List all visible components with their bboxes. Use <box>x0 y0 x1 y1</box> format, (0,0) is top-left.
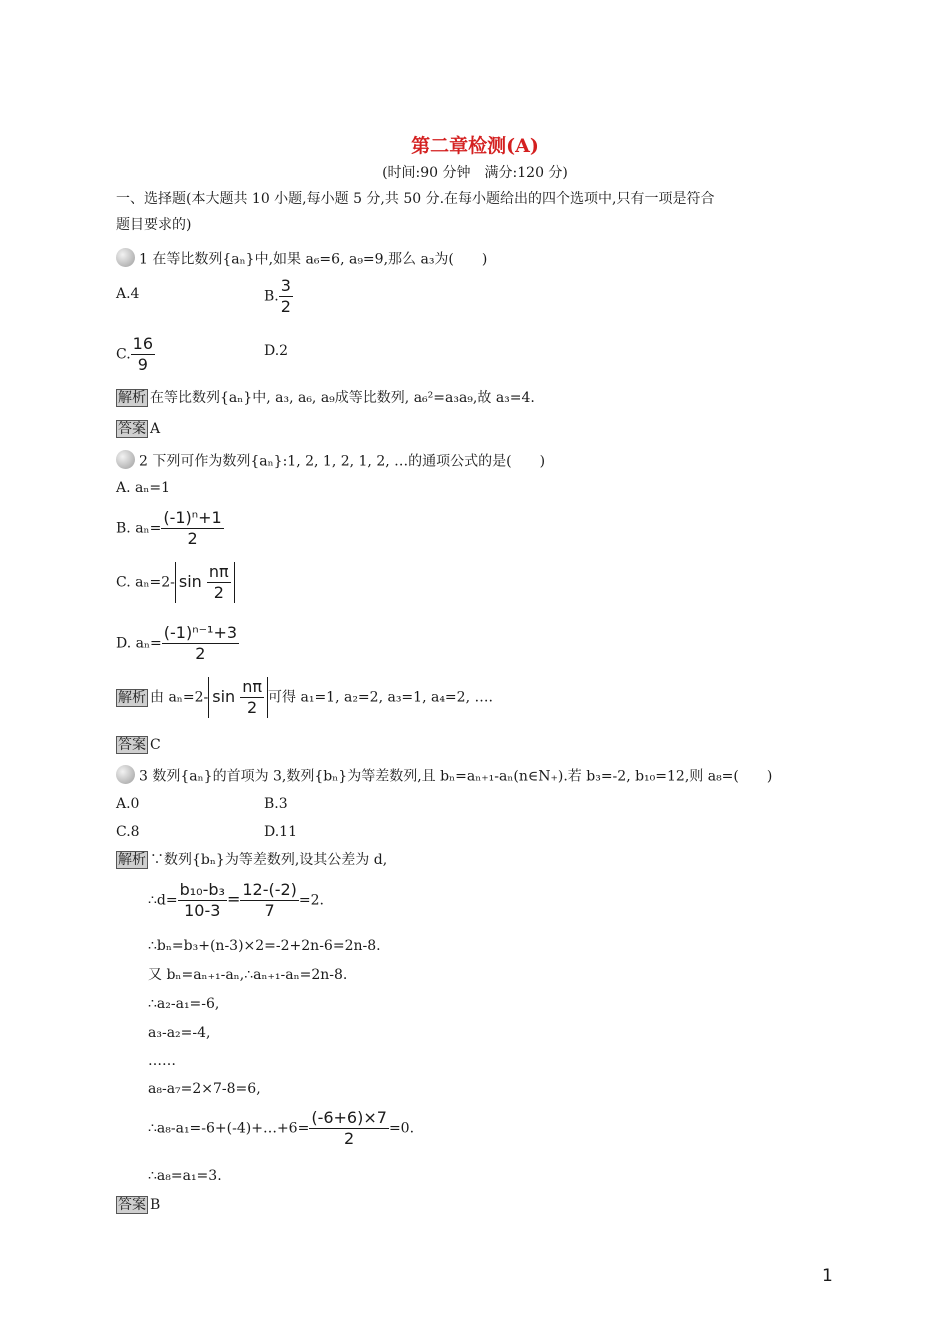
analysis-label: 解析 <box>118 689 146 706</box>
q3-analysis-line4: 又 bₙ=aₙ₊₁-aₙ,∴aₙ₊₁-aₙ=2n-8. <box>148 967 348 983</box>
q3-analysis-line10: ∴a₈=a₁=3. <box>148 1168 222 1184</box>
answer-label: 答案 <box>118 737 146 753</box>
q3-analysis-line9: ∴a₈-a₁=-6+(-4)+…+6= $\frac{(-6+6)\times 7}{2}$ =0. <box>148 1108 415 1148</box>
q3-analysis-line5: ∴a₂-a₁=-6, <box>148 996 220 1012</box>
q1-analysis: 解析 在等比数列{aₙ}中, a₃, a₆, a₉成等比数列, a₆²=a₃a₉,故 a₃=4. <box>118 390 535 406</box>
q3-option-b: B.3 <box>264 796 288 812</box>
question-marker-icon <box>116 765 135 784</box>
q2-option-a: A. aₙ=1 <box>116 480 171 496</box>
q3-analysis-line7: …… <box>148 1053 176 1069</box>
section-header-line1: 一、选择题(本大题共 10 小题,每小题 5 分,共 50 分.在每小题给出的四个选项中,只有一项是符合 <box>116 191 715 207</box>
q3-analysis-line1: 解析 ∵数列{bₙ}为等差数列,设其公差为 d, <box>118 852 388 868</box>
q3-analysis-line3: ∴bₙ=b₃+(n-3)×2=-2+2n-6=2n-8. <box>148 938 381 954</box>
q2-analysis: 解析 由 aₙ=2- sin $\frac{n\pi}{2}$ 可得 a₁=1, a₂=2, a₃=1, a₄=2, …. <box>118 677 493 717</box>
q2-option-c: C. aₙ=2- sin $\frac{n\pi}{2}$ <box>116 562 235 603</box>
page-title: 第二章检测(A) <box>411 135 539 157</box>
question-marker-icon <box>116 248 135 267</box>
q3-analysis-line8: a₈-a₇=2×7-8=6, <box>148 1081 261 1097</box>
q3-option-c: C.8 <box>116 824 140 840</box>
q3-analysis-line2: ∴d= $\frac{\text{b₁₀-b₃}}{10-3}$ = $\frac{12-(-2)}{7}$ =2. <box>148 880 325 920</box>
q2-option-d: D. aₙ= $\frac{\text{(-1)ⁿ⁻¹+3}}{2}$ <box>116 623 238 663</box>
page-number: 1 <box>822 1266 833 1286</box>
answer-label: 答案 <box>118 421 146 437</box>
exam-time-score: (时间:90 分钟 满分:120 分) <box>382 165 568 181</box>
question-marker-icon <box>116 450 135 469</box>
q3-option-d: D.11 <box>264 824 297 840</box>
q3-option-a: A.0 <box>116 796 140 812</box>
q1-answer: 答案 A <box>118 421 161 437</box>
question-1-stem: 1 在等比数列{aₙ}中,如果 a₆=6, a₉=9,那么 a₃为( ) <box>116 250 487 269</box>
question-3-stem: 3 数列{aₙ}的首项为 3,数列{bₙ}为等差数列,且 bₙ=aₙ₊₁-aₙ(n∈N₊).若 b₃=-2, b₁₀=12,则 a₈=( ) <box>116 767 772 786</box>
q1-option-d: D.2 <box>264 343 289 359</box>
q1-option-c: C. $\frac{16}{9}$ <box>116 334 154 374</box>
question-2-stem: 2 下列可作为数列{aₙ}:1, 2, 1, 2, 1, 2, …的通项公式的是( ) <box>116 452 545 471</box>
q2-answer: 答案 C <box>118 737 161 753</box>
q1-option-b: B. $\frac{3}{2}$ <box>264 276 291 316</box>
analysis-label: 解析 <box>118 390 146 406</box>
q3-answer: 答案 B <box>118 1197 161 1213</box>
analysis-label: 解析 <box>118 852 146 868</box>
q2-option-b: B. aₙ= $\frac{\text{(-1)ⁿ+1}}{2}$ <box>116 508 222 548</box>
answer-label: 答案 <box>118 1197 146 1213</box>
q3-analysis-line6: a₃-a₂=-4, <box>148 1025 211 1041</box>
q1-option-a: A.4 <box>116 286 140 302</box>
section-header-line2: 题目要求的) <box>116 217 192 233</box>
